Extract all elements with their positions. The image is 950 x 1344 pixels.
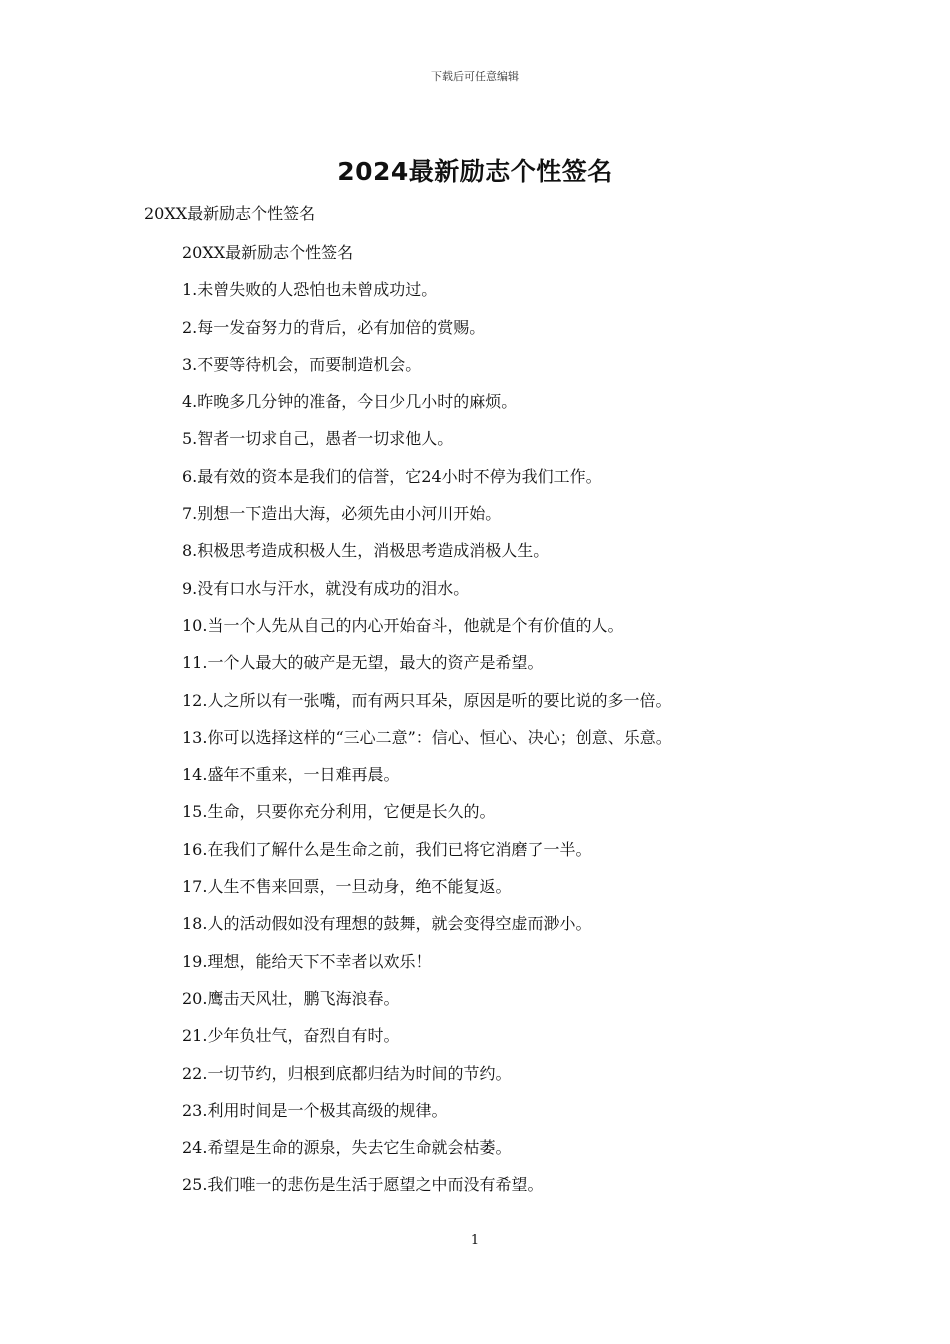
- list-item: 3.不要等待机会，而要制造机会。: [182, 354, 422, 374]
- list-item: 11.一个人最大的破产是无望，最大的资产是希望。: [182, 653, 544, 673]
- list-item: 15.生命，只要你充分利用，它便是长久的。: [182, 802, 496, 822]
- list-item: 23.利用时间是一个极其高级的规律。: [182, 1100, 448, 1120]
- document-title: 2024最新励志个性签名: [337, 157, 613, 186]
- header-note: 下载后可任意编辑: [431, 70, 519, 83]
- list-item: 21.少年负壮气，奋烈自有时。: [182, 1026, 400, 1046]
- list-item: 4.昨晚多几分钟的准备，今日少几小时的麻烦。: [182, 392, 518, 412]
- list-item: 12.人之所以有一张嘴，而有两只耳朵，原因是听的要比说的多一倍。: [182, 690, 672, 710]
- page-number: 1: [470, 1233, 480, 1248]
- section-heading: 20XX最新励志个性签名: [182, 243, 354, 262]
- list-item: 2.每一发奋努力的背后，必有加倍的赏赐。: [182, 317, 486, 337]
- list-item: 7.别想一下造出大海，必须先由小河川开始。: [182, 504, 502, 524]
- list-item: 19.理想，能给天下不幸者以欢乐！: [182, 951, 432, 971]
- list-item: 13.你可以选择这样的“三心二意”：信心、恒心、决心；创意、乐意。: [182, 727, 672, 747]
- list-item: 6.最有效的资本是我们的信誉，它24小时不停为我们工作。: [182, 466, 602, 486]
- signature-list: [182, 234, 902, 1204]
- list-item: 8.积极思考造成积极人生，消极思考造成消极人生。: [182, 541, 550, 561]
- list-item: 1.未曾失败的人恐怕也未曾成功过。: [182, 280, 438, 300]
- list-item: 10.当一个人先从自己的内心开始奋斗，他就是个有价值的人。: [182, 615, 624, 635]
- list-item: 17.人生不售来回票，一旦动身，绝不能复返。: [182, 877, 512, 897]
- list-item: 18.人的活动假如没有理想的鼓舞，就会变得空虚而渺小。: [182, 914, 592, 934]
- list-item: 24.希望是生命的源泉，失去它生命就会枯萎。: [182, 1138, 512, 1158]
- list-item: 25.我们唯一的悲伤是生活于愿望之中而没有希望。: [182, 1175, 544, 1195]
- document-subtitle: 20XX最新励志个性签名: [144, 204, 316, 223]
- list-item: 9.没有口水与汗水，就没有成功的泪水。: [182, 578, 470, 598]
- list-item: 14.盛年不重来，一日难再晨。: [182, 765, 400, 785]
- list-item: 22.一切节约，归根到底都归结为时间的节约。: [182, 1063, 512, 1083]
- list-item: 16.在我们了解什么是生命之前，我们已将它消磨了一半。: [182, 839, 592, 859]
- list-item: 5.智者一切求自己，愚者一切求他人。: [182, 429, 454, 449]
- list-item: 20.鹰击天风壮，鹏飞海浪春。: [182, 988, 400, 1008]
